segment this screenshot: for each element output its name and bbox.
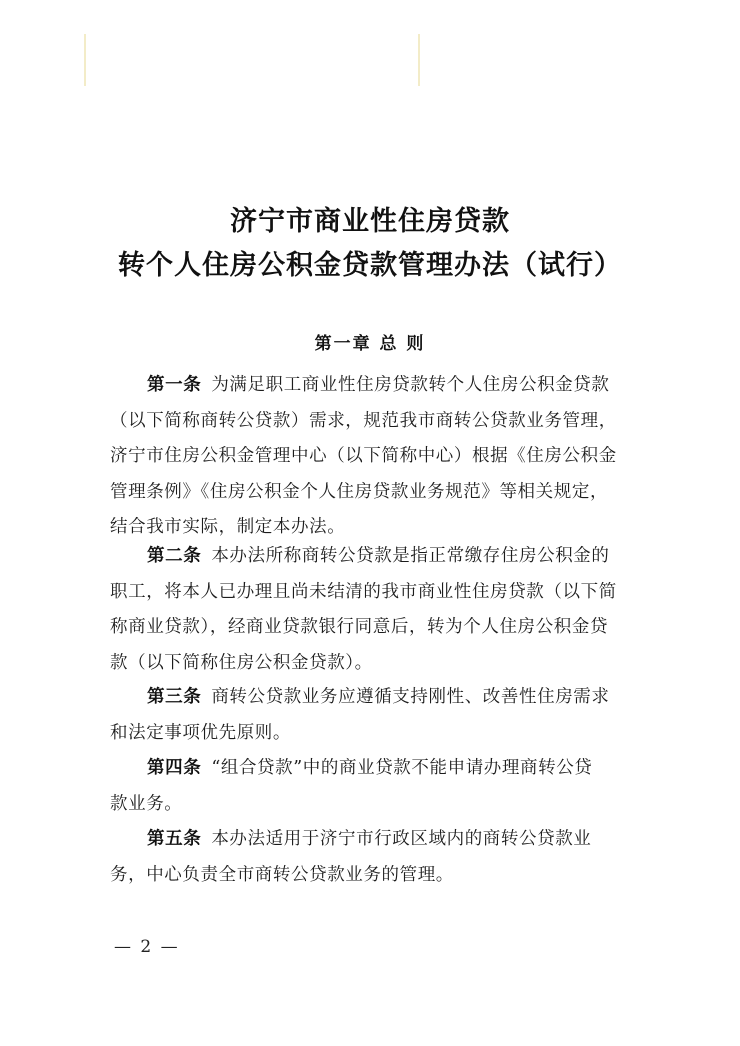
document-title-line-1: 济宁市商业性住房贷款 bbox=[230, 206, 510, 237]
article-2 bbox=[110, 539, 640, 681]
chapter-heading: 第一章 总 则 bbox=[314, 334, 426, 354]
article-label: 第二条 bbox=[147, 546, 202, 566]
article-text-line: 称商业贷款），经商业贷款银行同意后，转为个人住房公积金贷 bbox=[110, 617, 609, 638]
article-text-line: 结合我市实际，制定本办法。 bbox=[110, 517, 346, 538]
article-label: 第一条 bbox=[147, 375, 202, 395]
article-text-line: （以下简称商转公贷款）需求，规范我市商转公贷款业务管理， bbox=[110, 410, 617, 431]
article-first-line bbox=[110, 368, 640, 404]
article-text-line: 商转公贷款业务应遵循支持刚性、改善性住房需求 bbox=[211, 687, 610, 707]
article-text-line: 和法定事项优先原则。 bbox=[110, 722, 291, 743]
article-text-line: 本办法所称商转公贷款是指正常缴存住房公积金的 bbox=[211, 546, 610, 566]
article-label: 第三条 bbox=[147, 687, 202, 707]
article-text-line: 济宁市住房公积金管理中心（以下简称中心）根据《住房公积金 bbox=[110, 446, 617, 467]
article-text-line: 本办法适用于济宁市行政区域内的商转公贷款业 bbox=[211, 829, 592, 849]
article-5 bbox=[110, 822, 640, 893]
article-text-line: 款（以下简称住房公积金贷款）。 bbox=[110, 652, 373, 673]
article-text-line: 款业务。 bbox=[110, 793, 183, 814]
article-first-line bbox=[110, 680, 640, 716]
article-first-line bbox=[110, 822, 640, 858]
article-3 bbox=[110, 680, 640, 751]
article-1 bbox=[110, 368, 640, 546]
article-first-line bbox=[110, 751, 640, 787]
article-text-line: 务，中心负责全市商转公贷款业务的管理。 bbox=[110, 864, 454, 885]
article-label: 第五条 bbox=[147, 829, 202, 849]
page-number: — 2 — bbox=[114, 937, 180, 957]
scan-mark-left bbox=[84, 34, 86, 86]
article-label: 第四条 bbox=[147, 758, 202, 778]
scan-mark-right bbox=[418, 34, 420, 86]
article-first-line bbox=[110, 539, 640, 575]
article-4 bbox=[110, 751, 640, 822]
article-text-line: 职工，将本人已办理且尚未结清的我市商业性住房贷款（以下简 bbox=[110, 581, 617, 602]
article-text-line: 为满足职工商业性住房贷款转个人住房公积金贷款 bbox=[211, 375, 610, 395]
article-text-line: 管理条例》《住房公积金个人住房贷款业务规范》等相关规定， bbox=[110, 481, 609, 502]
article-text-line: “组合贷款”中的商业贷款不能申请办理商转公贷 bbox=[211, 758, 593, 778]
document-title-line-2: 转个人住房公积金贷款管理办法（试行） bbox=[118, 250, 622, 281]
